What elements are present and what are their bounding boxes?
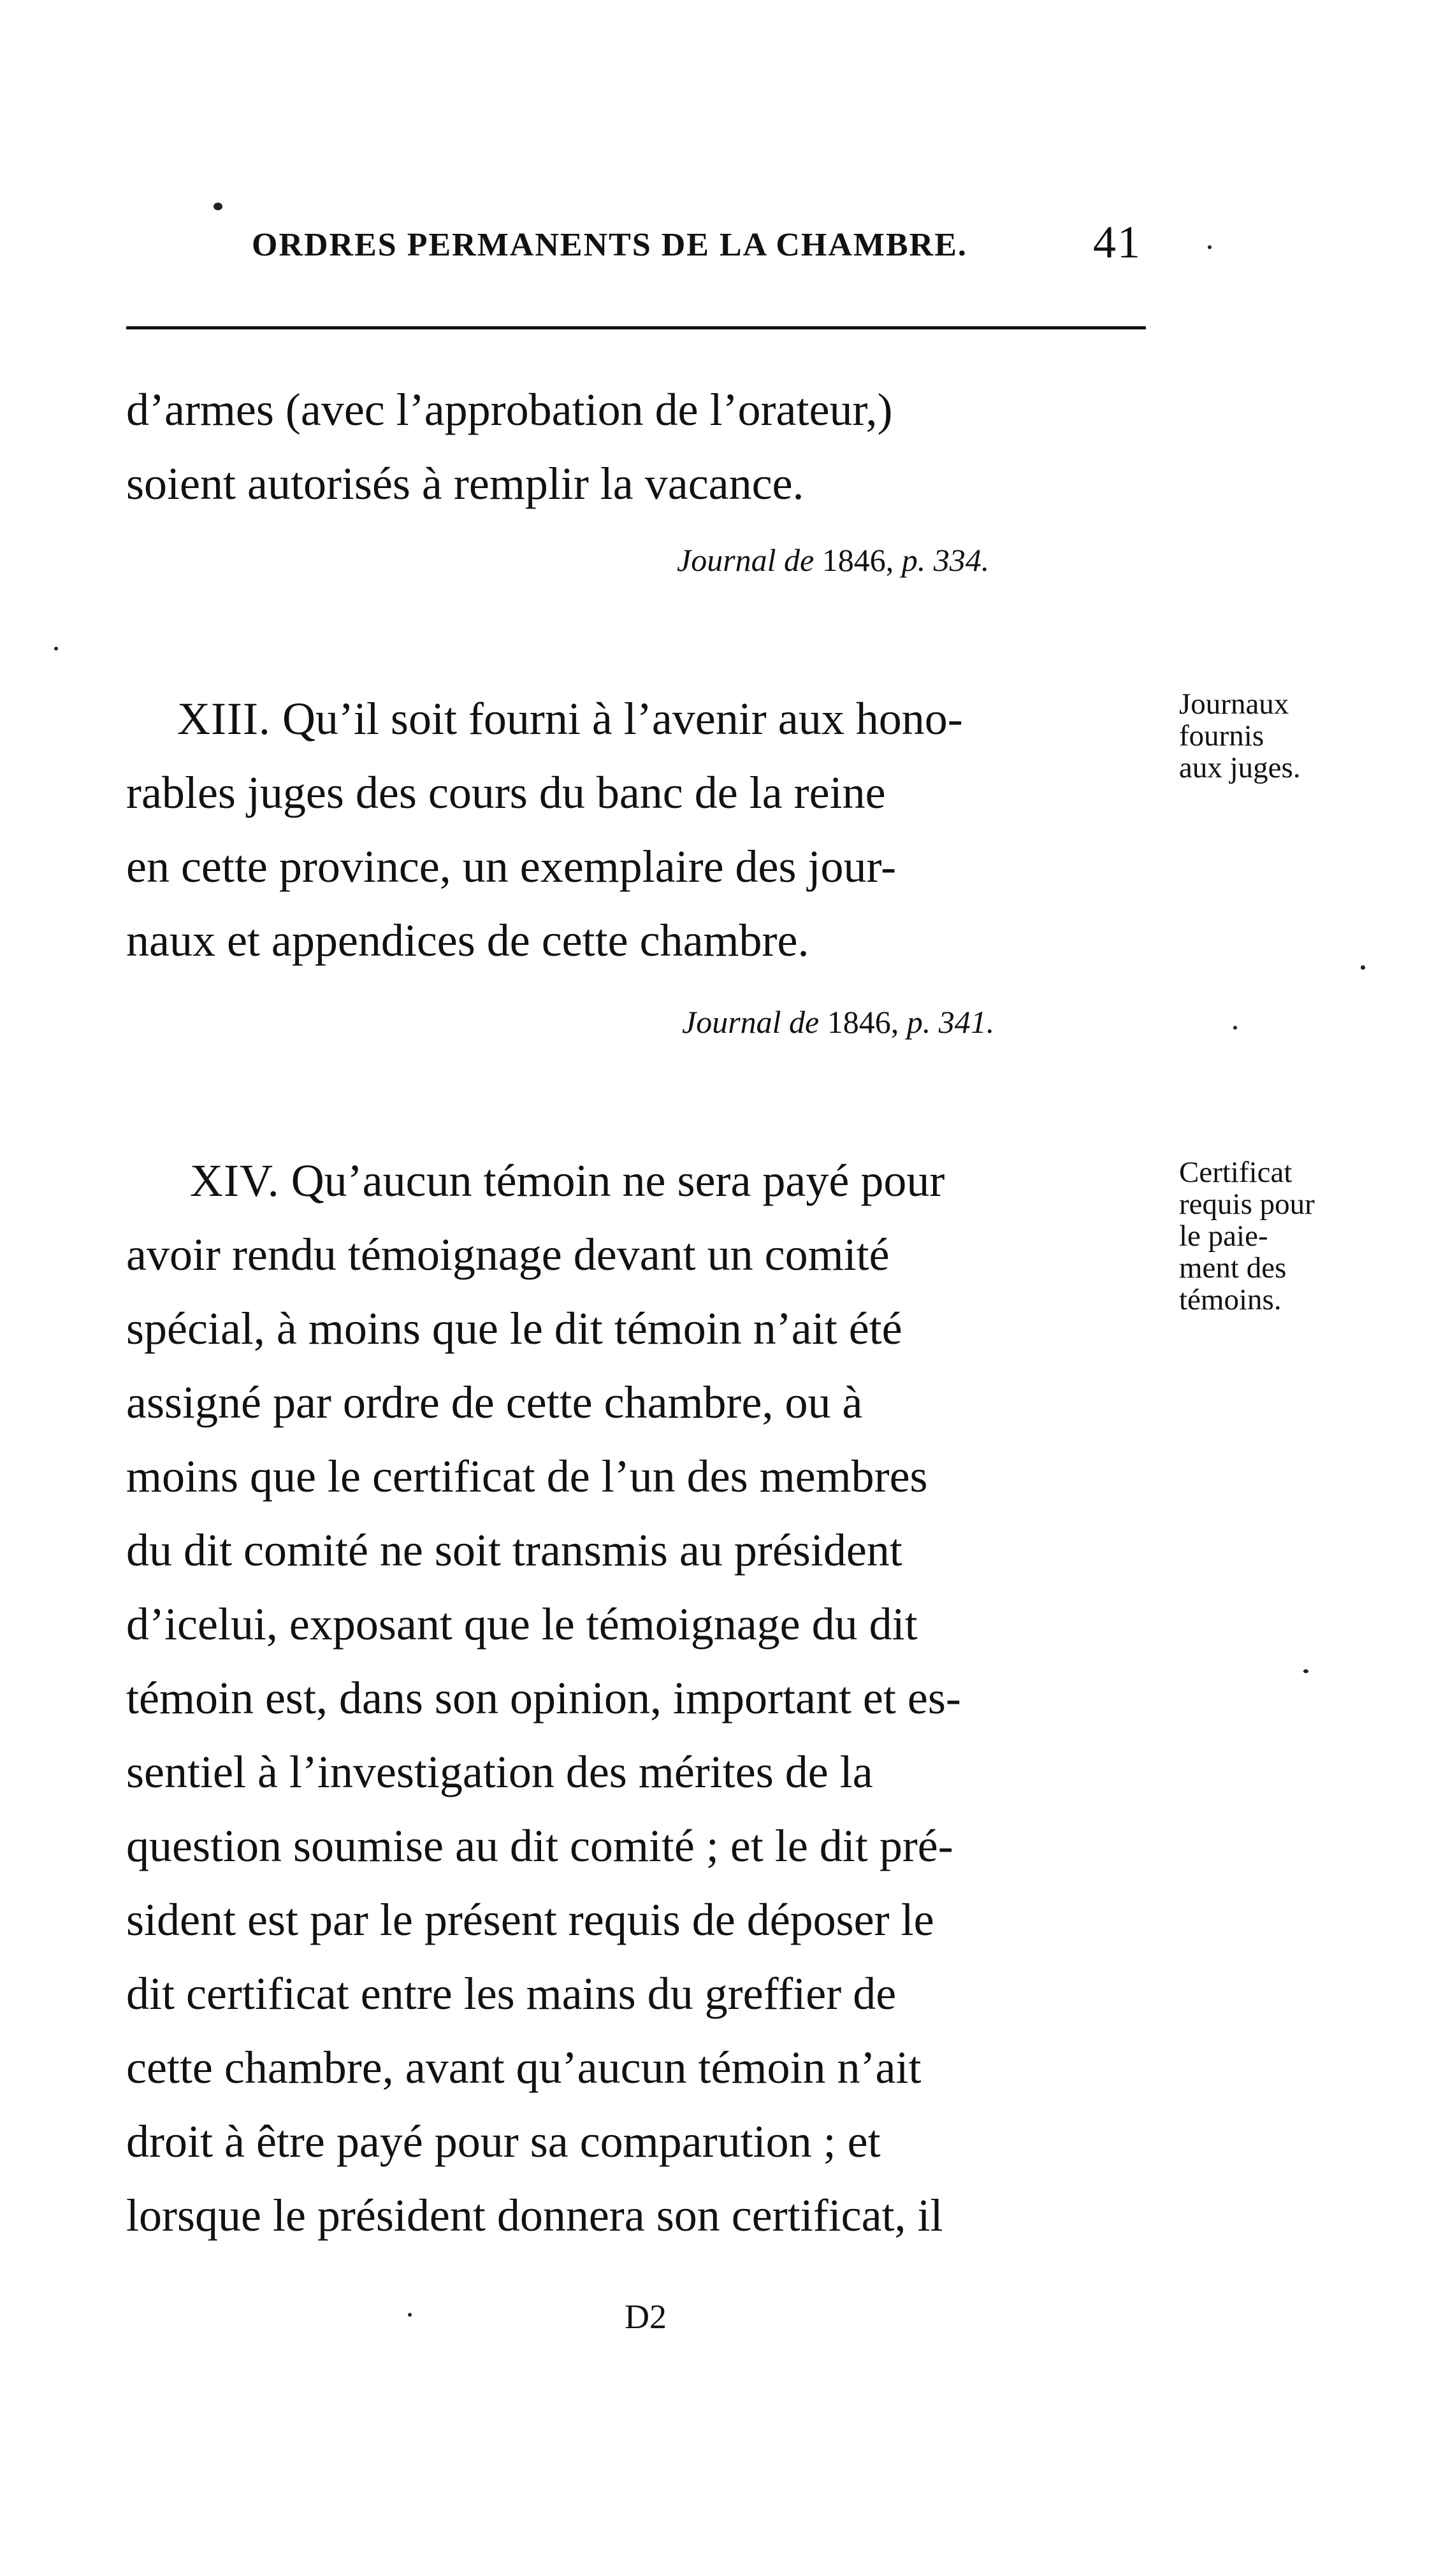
scan-speck — [408, 2313, 412, 2317]
text-line: d’armes (avec l’approbation de l’orateur,) — [126, 384, 893, 435]
text-line: naux et appendices de cette chambre. — [126, 915, 809, 966]
margin-note-journaux — [1179, 688, 1389, 784]
article-xiv-paragraph — [126, 1144, 1162, 2252]
text-line: assigné par ordre de cette chambre, ou à — [126, 1377, 863, 1428]
text-line: d’icelui, exposant que le témoignage du dit — [126, 1599, 918, 1650]
text-line: soient autorisés à remplir la vacance. — [126, 458, 804, 509]
citation-journal-1846-341 — [682, 1004, 994, 1040]
text-line: sentiel à l’investigation des mérites de la — [126, 1746, 873, 1797]
citation-page: p. 341. — [906, 1004, 995, 1040]
citation-journal-1846-334 — [677, 542, 989, 579]
scan-speck — [1361, 965, 1365, 970]
running-head-title: ORDRES PERMANENTS DE LA CHAMBRE. — [252, 227, 967, 263]
scan-speck — [1233, 1026, 1237, 1030]
continuation-paragraph — [126, 373, 1162, 521]
text-line: lorsque le président donnera son certificat, il — [126, 2190, 943, 2241]
page-number: 41 — [1093, 217, 1141, 268]
text-line: Qu’aucun témoin ne sera payé pour — [291, 1155, 945, 1206]
article-number: XIII. — [177, 693, 271, 744]
text-line: question soumise au dit comité ; et le dit pré- — [126, 1820, 953, 1871]
scan-speck — [1208, 245, 1212, 249]
text-line: avoir rendu témoignage devant un comité — [126, 1229, 890, 1280]
text-line: spécial, à moins que le dit témoin n’ait été — [126, 1303, 902, 1354]
running-head — [245, 217, 1150, 271]
margin-note-line: le paie- — [1179, 1220, 1268, 1253]
margin-note-line: témoins. — [1179, 1283, 1282, 1316]
text-line: dit certificat entre les mains du greffier de — [126, 1968, 897, 2019]
citation-page: p. 334. — [901, 542, 990, 578]
header-rule — [126, 326, 1146, 329]
text-line: témoin est, dans son opinion, important et es- — [126, 1673, 961, 1723]
margin-note-line: Journaux — [1179, 687, 1289, 721]
text-line: du dit comité ne soit transmis au président — [126, 1525, 902, 1576]
text-line: sident est par le présent requis de déposer le — [126, 1894, 934, 1945]
scan-speck — [1303, 1669, 1308, 1673]
scan-speck — [54, 647, 58, 651]
text-line: rables juges des cours du banc de la reine — [126, 767, 886, 818]
margin-note-certificat — [1179, 1156, 1389, 1316]
margin-note-line: Certificat — [1179, 1156, 1292, 1189]
citation-year: 1846, — [822, 542, 894, 578]
citation-journal: Journal de — [677, 542, 814, 578]
margin-note-line: requis pour — [1179, 1188, 1315, 1221]
text-line: Qu’il soit fourni à l’avenir aux hono- — [282, 693, 963, 744]
citation-year: 1846, — [827, 1004, 899, 1040]
signature-mark: D2 — [625, 2298, 667, 2336]
text-line: en cette province, un exemplaire des jour- — [126, 841, 897, 892]
margin-note-line: fournis — [1179, 719, 1264, 752]
text-line: moins que le certificat de l’un des membres — [126, 1451, 928, 1502]
article-xiii-paragraph — [126, 682, 1162, 977]
text-line-first — [126, 1144, 1162, 1218]
margin-note-line: aux juges. — [1179, 751, 1301, 784]
text-line: droit à être payé pour sa comparution ; et — [126, 2116, 881, 2167]
text-line: cette chambre, avant qu’aucun témoin n’ait — [126, 2042, 922, 2093]
scan-speck — [214, 203, 222, 210]
margin-note-line: ment des — [1179, 1251, 1287, 1284]
text-line-first — [126, 682, 1162, 756]
citation-journal: Journal de — [682, 1004, 820, 1040]
article-number: XIV. — [190, 1155, 280, 1206]
